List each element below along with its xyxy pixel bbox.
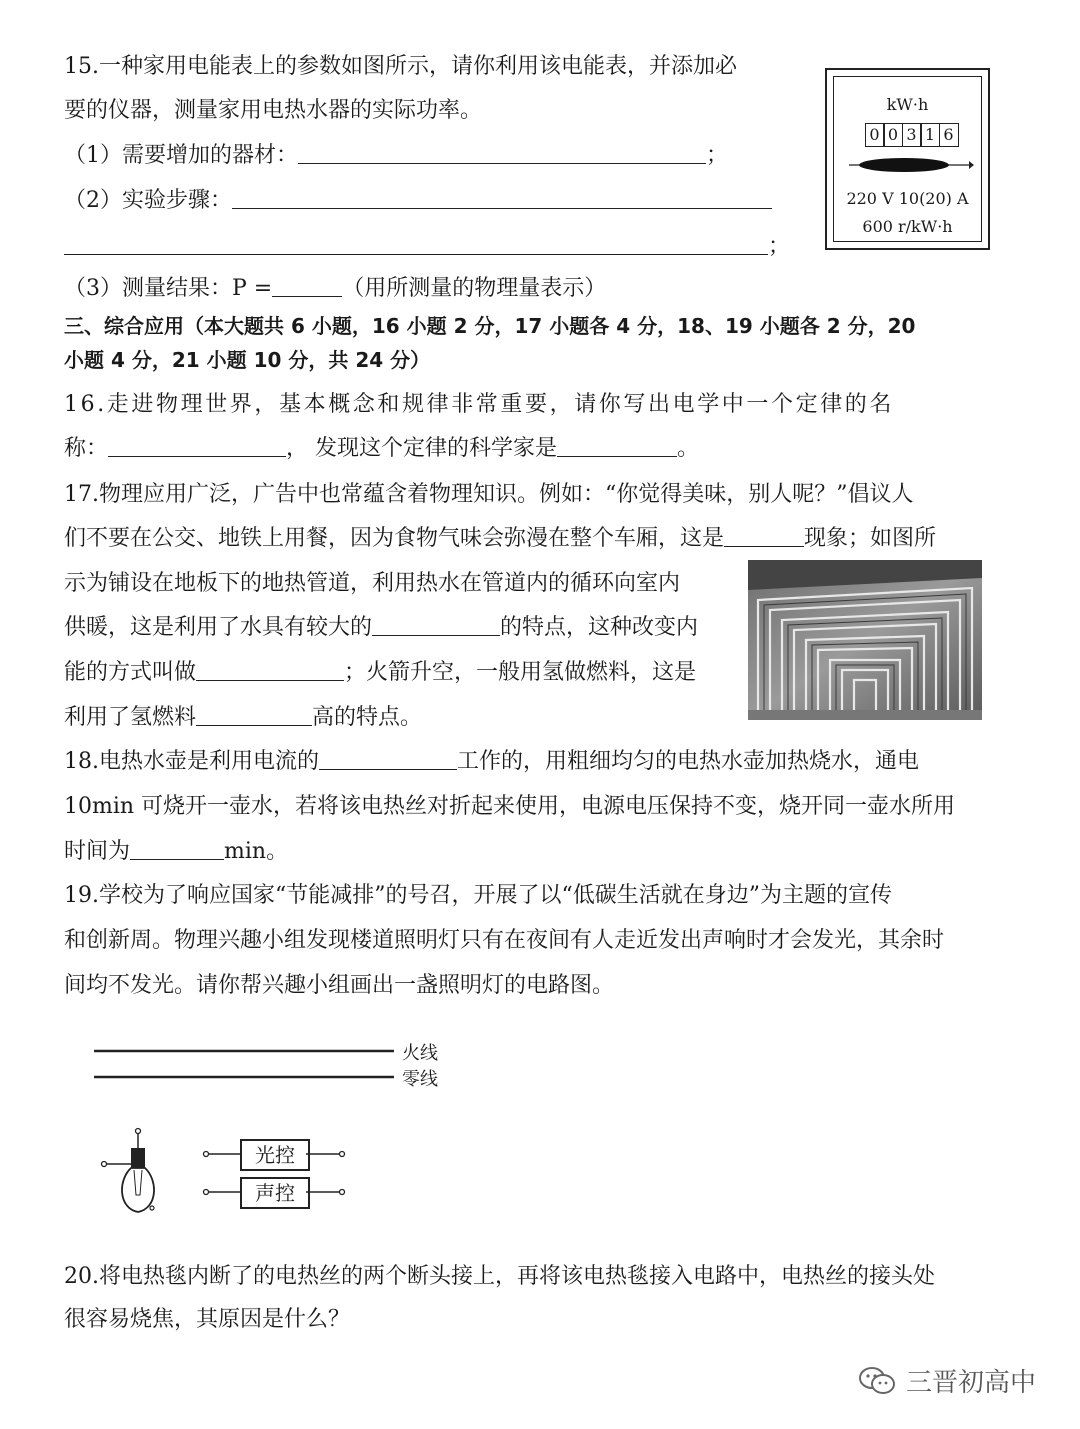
q17-line3: 示为铺设在地板下的地热管道，利用热水在管道内的循环向室内 bbox=[64, 571, 681, 596]
q18-effect-blank[interactable] bbox=[319, 747, 457, 770]
q15-result-blank[interactable] bbox=[272, 274, 342, 297]
electric-meter bbox=[825, 68, 990, 250]
q15-item1-end: ； bbox=[706, 143, 729, 168]
meter-digit: 0 bbox=[865, 123, 885, 147]
q16-scientist-blank[interactable] bbox=[557, 434, 677, 457]
q15-item3-note: （用所测量的物理量表示） bbox=[342, 276, 607, 301]
q16-line1: 16.走进物理世界，基本概念和规律非常重要，请你写出电学中一个定律的名 bbox=[64, 392, 894, 417]
q15-item1 bbox=[64, 141, 728, 171]
q18-line1 bbox=[64, 747, 919, 777]
q17-property-blank[interactable] bbox=[372, 613, 500, 636]
watermark bbox=[858, 1362, 1036, 1399]
q17-fuel-blank[interactable] bbox=[196, 703, 312, 726]
q15-equipment-blank[interactable] bbox=[298, 141, 706, 164]
q20-line1: 20.将电热毯内断了的电热丝的两个断头接上，再将该电热毯接入电路中，电热丝的接头处 bbox=[64, 1264, 935, 1289]
section3-header-line2: 小题 4 分，21 小题 10 分，共 24 分） bbox=[64, 348, 431, 372]
q20-line2: 很容易烧焦，其原因是什么？ bbox=[64, 1307, 351, 1332]
q15-item1-label: （1）需要增加的器材： bbox=[64, 143, 298, 168]
q17-line2 bbox=[64, 524, 936, 554]
circuit-diagram[interactable] bbox=[90, 1030, 470, 1230]
floor-heating-pipes-image bbox=[748, 560, 982, 720]
sound-control-switch[interactable]: 声控 bbox=[240, 1177, 310, 1209]
q17-line4 bbox=[64, 613, 698, 643]
light-bulb-icon bbox=[102, 1129, 155, 1213]
q18-line1-text: 18.电热水壶是利用电流的 bbox=[64, 749, 319, 774]
q15-line1: 15.一种家用电能表上的参数如图所示，请你利用该电能表，并添加必 bbox=[64, 54, 737, 79]
light-control-switch[interactable]: 光控 bbox=[240, 1139, 310, 1171]
q19-line2: 和创新周。物理兴趣小组发现楼道照明灯只有在夜间有人走近发出声响时才会发光，其余时 bbox=[64, 928, 945, 953]
q16-label: 称： bbox=[64, 436, 109, 461]
q16-line2 bbox=[64, 434, 699, 464]
q17-method-blank[interactable] bbox=[196, 658, 344, 681]
q16-end: 。 bbox=[677, 436, 700, 461]
meter-digit: 6 bbox=[939, 123, 959, 147]
q17-line4-end: 的特点，这种改变内 bbox=[500, 615, 699, 640]
q15-item2 bbox=[64, 186, 772, 216]
q19-line1: 19.学校为了响应国家“节能减排”的号召，开展了以“低碳生活就在身边”为主题的宣传 bbox=[64, 883, 892, 908]
q17-line6-end: 高的特点。 bbox=[312, 705, 423, 730]
q15-item2-end: ； bbox=[768, 234, 791, 259]
q17-line2-text: 们不要在公交、地铁上用餐，因为食物气味会弥漫在整个车厢，这是 bbox=[64, 526, 725, 551]
live-wire-label: 火线 bbox=[402, 1043, 438, 1064]
q15-item2-cont bbox=[64, 232, 790, 262]
q15-item2-label: （2）实验步骤： bbox=[64, 188, 232, 213]
q18-line1-end: 工作的，用粗细均匀的电热水壶加热烧水，通电 bbox=[457, 749, 920, 774]
q18-line3-text: 时间为 bbox=[64, 839, 131, 864]
q16-law-blank[interactable] bbox=[108, 434, 286, 457]
q17-line6-text: 利用了氢燃料 bbox=[64, 705, 197, 730]
meter-spec-constant: 600 r/kW·h bbox=[862, 217, 953, 236]
q17-line6 bbox=[64, 703, 422, 733]
q18-line2: 10min 可烧开一壶水，若将该电热丝对折起来使用，电源电压保持不变，烧开同一壶水所用 bbox=[64, 794, 956, 819]
q15-steps-blank-2[interactable] bbox=[64, 232, 768, 255]
q17-line5-end: ；火箭升空，一般用氢做燃料，这是 bbox=[344, 660, 697, 685]
q18-time-blank[interactable] bbox=[130, 837, 224, 860]
q17-phenomenon-blank[interactable] bbox=[724, 524, 804, 547]
meter-frame bbox=[833, 76, 982, 242]
q18-line3-end: min。 bbox=[224, 839, 289, 864]
q18-line3 bbox=[64, 837, 288, 867]
meter-disk-icon bbox=[849, 155, 974, 175]
q15-item3 bbox=[64, 274, 606, 304]
watermark-text: 三晋初高中 bbox=[906, 1368, 1037, 1398]
q19-line3: 间均不发光。请你帮兴趣小组画出一盏照明灯的电路图。 bbox=[64, 973, 615, 998]
meter-unit: kW·h bbox=[886, 95, 929, 114]
meter-digit: 1 bbox=[920, 123, 940, 147]
q15-item3-label: （3）测量结果：P = bbox=[64, 276, 273, 301]
meter-digits bbox=[866, 123, 959, 147]
neutral-wire-label: 零线 bbox=[402, 1069, 438, 1090]
meter-spec-rating: 220 V 10(20) A bbox=[846, 189, 969, 208]
section3-header-line1: 三、综合应用（本大题共 6 小题，16 小题 2 分，17 小题各 4 分，18、19 小题各 2 分，20 bbox=[64, 314, 916, 338]
meter-digit: 0 bbox=[883, 123, 903, 147]
q16-scientist-label: ， 发现这个定律的科学家是 bbox=[286, 436, 558, 461]
q17-line5 bbox=[64, 658, 696, 688]
q17-line4-text: 供暖，这是利用了水具有较大的 bbox=[64, 615, 373, 640]
meter-digit: 3 bbox=[902, 123, 922, 147]
q17-line1: 17.物理应用广泛，广告中也常蕴含着物理知识。例如：“你觉得美味，别人呢？”倡议人 bbox=[64, 482, 914, 507]
q15-steps-blank[interactable] bbox=[232, 186, 772, 209]
q17-line2-end: 现象；如图所 bbox=[804, 526, 937, 551]
q17-line5-text: 能的方式叫做 bbox=[64, 660, 197, 685]
wechat-icon bbox=[858, 1366, 896, 1396]
q15-line2: 要的仪器，测量家用电热水器的实际功率。 bbox=[64, 98, 483, 123]
